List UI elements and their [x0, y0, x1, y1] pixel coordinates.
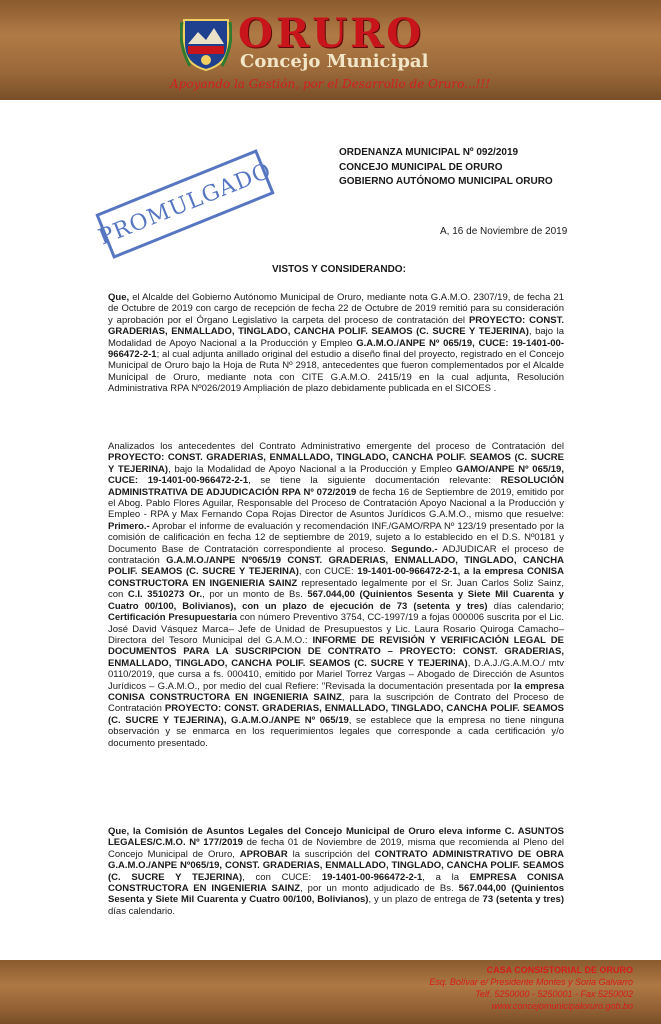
- text-run: el Alcalde del Gobierno Autónomo Municipal de Oruro, mediante nota G.A.M.O. 2307/19, de fecha 21 de Octubre de 2019 con cargo de recepción de fecha 22 de Octubre de 2019 remitió para su consideración y aprobación por el Órgano Legislativo la carpeta del proceso de contratación del: [108, 292, 564, 326]
- text-run: PROYECTO: CONST. GRADERIAS, ENMALLADO, TINGLADO, CANCHA POLIF. SEAMOS (C. SUCRE Y TEJERINA): [108, 452, 564, 475]
- text-run: CONTRATO ADMINISTRATIVO DE OBRA G.A.M.O./ANPE Nº065/19, CONST. GRADERIAS, ENMALLADO, TINGLADO, CANCHA POLIF. SEAMOS (C. SUCRE Y TEJERINA): [108, 848, 564, 883]
- footer-banner: [0, 960, 661, 1024]
- text-run: 567.044,00 (Quinientos Sesenta y Siete Mil Cuarenta y Cuatro 00/100, Bolivianos): [108, 883, 564, 906]
- text-run: , a la: [422, 871, 470, 883]
- ordinance-council: CONCEJO MUNICIPAL DE ORURO: [339, 161, 503, 173]
- brand-subtitle: Concejo Municipal: [240, 51, 429, 72]
- footer-line-1: Esq. Bolívar e/ Presidente Montes y Soria Galvarro: [429, 977, 633, 987]
- text-run: EMPRESA CONISA CONSTRUCTORA EN INGENIERIA SAINZ: [108, 871, 564, 895]
- text-run: , para la suscripción de Contrato del Proceso de Contratación: [108, 691, 565, 715]
- text-run: ; al cual adjunta anillado original del estudio a diseño final del proyecto, registrado en el Concejo Municipal de Oruro bajo la Hoja de Ruta Nº 2918, antecedentes que fueron complementados por el Alcalde Municipal de Oruro, mediante nota con CITE G.A.M.O. 2415/19 en la cual adjunta, Resolución Administrativa RPA Nº026/2019 Ampliación de plazo debidamente publicada en el SICOES .: [108, 349, 564, 395]
- text-run: , bajo la Modalidad de Apoyo Nacional a la Producción y Empleo: [168, 463, 456, 475]
- text-run: días calendario;: [487, 600, 564, 612]
- text-run: PROYECTO: CONST. GRADERIAS, ENMALLADO, TINGLADO, CANCHA POLIF. SEAMOS (C. SUCRE Y TEJERINA): [108, 314, 564, 338]
- ordinance-heading: [339, 146, 553, 190]
- section-title: VISTOS Y CONSIDERANDO:: [272, 264, 406, 275]
- text-run: G.A.M.O./ANPE Nº065/19 CONST. GRADERIAS, ENMALLADO, TINGLADO, CANCHA POLIF. SEAMOS (C. SUCRE Y TEJERINA): [108, 555, 564, 578]
- text-run: , por un monto de Bs.: [202, 589, 308, 601]
- text-run: , con CUCE:: [242, 871, 322, 883]
- text-run: la empresa CONISA CONSTRUCTORA EN INGENIERIA SAINZ: [108, 680, 564, 703]
- text-run: días calendario.: [108, 905, 176, 917]
- ordinance-number: ORDENANZA MUNICIPAL Nº 092/2019: [339, 147, 519, 158]
- document-date: A, 16 de Noviembre de 2019: [440, 226, 568, 237]
- paragraph-2: [108, 441, 564, 749]
- text-run: RESOLUCIÓN ADMINISTRATIVA DE ADJUDICACIÓN RPA Nº 072/2019: [108, 475, 564, 498]
- text-run: Que, la Comisión de Asuntos Legales del Concejo Municipal de Oruro eleva informe C. ASUNTOS LEGALES/C.M.O. Nº 177/2019: [108, 826, 564, 849]
- footer-line-2: Telf. 5250000 - 5250001 - Fax 5250002: [475, 989, 633, 999]
- promulgado-stamp: PROMULGADO: [95, 149, 274, 259]
- text-run: , se tiene la siguiente documentación relevante:: [248, 475, 501, 487]
- footer-address: [429, 964, 633, 1012]
- text-run: INFORME DE REVISIÓN Y VERIFICACIÓN LEGAL DE DOCUMENTOS PARA LA SUSCRIPCION DE CONTRATO – PROYECTO: CONST. GRADERIAS, ENMALLADO, TINGLADO, CANCHA POLIF. SEAMOS (C. SUCRE Y TEJERINA): [108, 634, 564, 669]
- text-run: G.A.M.O./ANPE Nº 065/19, CUCE: 19-1401-00-966472-2-1: [108, 337, 564, 361]
- text-run: , D.A.J./G.A.M.O./ mtv 0110/2019, que cursa a fs. 000410, emitido por Mariel Torrez Vargas – Abogado de Dirección de Asuntos Jurídicos – G.A.M.O., por medio del cual Refiere: "Revisada la documentación presentada por: [108, 657, 564, 692]
- text-run: representado legalmente por el Sr. Juan Carlos Soliz Sainz, con: [108, 577, 564, 601]
- text-run: , por un monto adjudicado de Bs.: [300, 883, 459, 895]
- brand-title: ORURO: [238, 10, 425, 57]
- text-run: C.I. 3510273 Or.: [127, 589, 203, 601]
- coat-of-arms-icon: [180, 14, 232, 72]
- text-run: , se establece que la empresa no tiene ninguna observación y se enmarca en los requerimientos legales que corresponde a cada certificación y/o documento presentado.: [108, 714, 565, 749]
- text-run: ADJUDICAR el proceso de contratación: [108, 543, 564, 567]
- paragraph-3: [108, 826, 564, 917]
- text-run: de fecha 16 de Septiembre de 2019, emitido por el Abog. Pablo Flores Aguilar, Responsable del Proceso de Contratación Apoyo Nacional a la Producción y Empleo - RPA y Max Fernando Copa Rojas Director de Asuntos Jurídicos G.A.M.O., mismo que resuelve:: [108, 486, 565, 521]
- paragraph-1: [108, 292, 564, 395]
- text-run: de fecha 01 de Noviembre de 2019, misma que recomienda al Pleno del Concejo Municipal de Oruro,: [108, 837, 564, 860]
- text-run: 73 (setenta y tres): [482, 894, 564, 906]
- text-run: , bajo la Modalidad de Apoyo Nacional a la Producción y Empleo: [108, 326, 564, 349]
- footer-title: CASA CONSISTORIAL DE ORURO: [486, 965, 633, 975]
- text-run: Primero.-: [108, 520, 150, 532]
- text-run: PROYECTO: CONST. GRADERIAS, ENMALLADO, TINGLADO, CANCHA POLIF. SEAMOS (C. SUCRE Y TEJERINA), G.A.M.O./ANPE Nº 065/19: [108, 703, 565, 726]
- text-run: Certificación Presupuestaria: [108, 612, 238, 624]
- text-run: con número Preventivo 3754, CC-1997/19 a fojas 000006 suscrita por el Lic. José David Vásquez Marca– Jefe de Unidad de Presupuestos y Lic. Laura Rosario Quiroga Camacho–Directora del Tesoro Municipal del G.A.M.O.:: [108, 612, 564, 646]
- brand-slogan: Apoyando la Gestión, por el Desarrollo de Oruro...!!!: [170, 77, 491, 91]
- letterhead-banner: [0, 0, 661, 100]
- text-run: , con CUCE:: [298, 566, 358, 578]
- text-run: Analizados los antecedentes del Contrato Administrativo emergente del proceso de Contratación del: [108, 441, 564, 452]
- text-run: 19-1401-00-966472-2-1: [321, 871, 423, 883]
- text-run: la suscripción del: [287, 848, 375, 860]
- text-run: Segundo.-: [391, 543, 438, 555]
- text-run: Aprobar el informe de evaluación y recomendación INF./GAMO/RPA Nº 123/19 presentado por la comisión de calificación en fecha 12 de septiembre de 2019, sujeto a lo establecido en el D.S. Nº0181 y Documento Base de Contratación correspondiente al proceso.: [108, 520, 564, 555]
- footer-website: www.concejomunicipaloruro.gob.bo: [491, 1001, 633, 1011]
- text-run: , y un plazo de entrega de: [368, 894, 483, 906]
- text-run: 19-1401-00-966472-2-1, a la empresa CONISA CONSTRUCTORA EN INGENIERIA SAINZ: [108, 566, 565, 589]
- text-run: Que,: [108, 292, 130, 303]
- text-run: APROBAR: [239, 848, 288, 860]
- text-run: GAMO/ANPE Nº 065/19, CUCE: 19-1401-00-966472-2-1: [108, 463, 564, 487]
- text-run: 567.044,00 (Quinientos Sesenta y Siete Mil Cuarenta y Cuatro 00/100, Bolivianos), con un plazo de ejecución de 73 (setenta y tres): [108, 589, 564, 612]
- ordinance-government: GOBIERNO AUTÓNOMO MUNICIPAL ORURO: [339, 176, 553, 187]
